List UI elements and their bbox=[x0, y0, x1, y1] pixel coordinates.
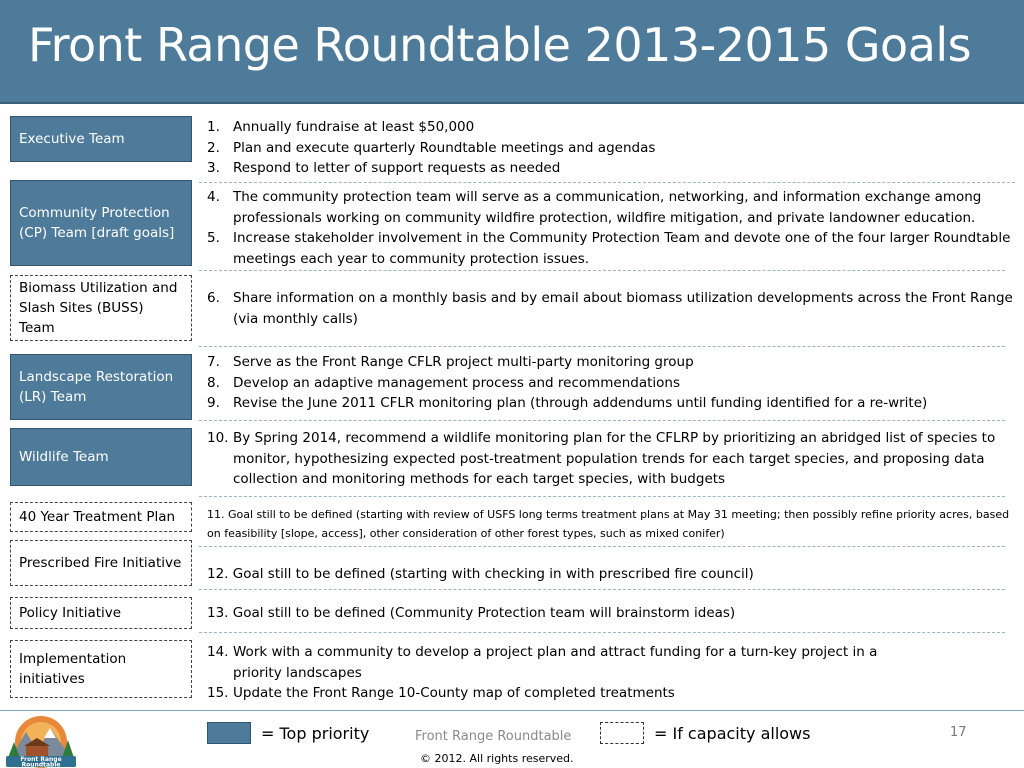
goal-text: Respond to letter of support requests as needed bbox=[233, 160, 561, 176]
separator bbox=[199, 632, 1005, 633]
logo-text-1: Front Range bbox=[20, 756, 62, 763]
goal-item bbox=[201, 428, 1013, 490]
goal-text: Develop an adaptive management process and recommendations bbox=[233, 374, 681, 391]
goal-text: Plan and execute quarterly Roundtable meetings and agendas bbox=[233, 139, 656, 156]
page-number: 17 bbox=[950, 725, 967, 740]
team-community-protection bbox=[10, 180, 192, 266]
team-label: Implementation initiatives bbox=[19, 651, 127, 687]
goals-landscape-restoration bbox=[201, 352, 1013, 414]
copyright: © 2012. All rights reserved. bbox=[420, 752, 574, 765]
goal-item bbox=[201, 138, 1013, 159]
team-label: Landscape Restoration (LR) Team bbox=[19, 369, 174, 405]
goal-item bbox=[201, 683, 1013, 704]
goal-text: Revise the June 2011 CFLR monitoring plan (through addendums until funding identified for a re-write) bbox=[233, 395, 928, 411]
goal-number: 1. bbox=[207, 119, 220, 135]
team-buss bbox=[10, 275, 192, 341]
goal-number: 2. bbox=[207, 139, 220, 156]
page-title: Front Range Roundtable 2013-2015 Goals bbox=[28, 18, 972, 72]
goals-executive bbox=[201, 117, 1013, 179]
team-landscape-restoration bbox=[10, 354, 192, 420]
goal-text: 11. Goal still to be defined (starting with review of USFS long terms treatment plans at May 31 meeting; then possibly refine priority acres, based on feasibility [slope, access], other consideration of other forest types, such as mixed conifer) bbox=[207, 508, 1010, 540]
goal-text: Update the Front Range 10-County map of completed treatments bbox=[233, 685, 675, 701]
goals-wildlife bbox=[201, 428, 1013, 490]
separator bbox=[199, 270, 1005, 271]
separator bbox=[199, 496, 1005, 497]
goal-number: 7. bbox=[207, 354, 220, 370]
goals-implementation bbox=[201, 642, 1013, 704]
footer-org-name: Front Range Roundtable bbox=[415, 729, 572, 744]
goal-text: Serve as the Front Range CFLR project multi-party monitoring group bbox=[233, 354, 694, 370]
goal-number: 10. bbox=[207, 430, 229, 446]
goal-text: By Spring 2014, recommend a wildlife monitoring plan for the CFLRP by prioritizing an abridged list of species to monitor, hypothesizing expected post-treatment population trends for each target species, and proposing data collection and monitoring methods for each target species, with budgets bbox=[233, 430, 996, 487]
goal-item bbox=[201, 117, 1013, 138]
goal-number: 9. bbox=[207, 395, 220, 411]
goal-text: The community protection team will serve as a communication, networking, and information exchange among professionals working on community wildfire protection, wildfire mitigation, and private landowner education. bbox=[233, 189, 982, 226]
goal-number: 6. bbox=[207, 290, 220, 306]
team-executive bbox=[10, 116, 192, 162]
separator bbox=[199, 589, 1005, 590]
goals-community-protection bbox=[201, 187, 1013, 269]
goal-item bbox=[201, 187, 1013, 228]
team-label: 40 Year Treatment Plan bbox=[19, 509, 176, 525]
goal-number: 14. bbox=[207, 644, 229, 660]
legend-top-priority-swatch bbox=[207, 722, 251, 744]
roundtable-logo bbox=[4, 712, 78, 768]
separator bbox=[199, 182, 1015, 183]
goal-item bbox=[201, 288, 1013, 329]
goals-buss bbox=[201, 288, 1013, 329]
goal-item bbox=[201, 373, 1013, 394]
goals-policy bbox=[201, 603, 1019, 624]
goal-number: 4. bbox=[207, 189, 220, 205]
team-label: Policy Initiative bbox=[19, 605, 122, 621]
legend-capacity-label: = If capacity allows bbox=[654, 724, 811, 743]
goal-text: Increase stakeholder involvement in the Community Protection Team and devote one of the four larger Roundtable meetings each year to community protection issues. bbox=[233, 230, 1011, 267]
goal-number: 3. bbox=[207, 160, 220, 176]
footer-divider bbox=[0, 710, 1024, 711]
team-label: Community Protection (CP) Team [draft goals] bbox=[19, 205, 175, 241]
goal-text: Share information on a monthly basis and by email about biomass utilization developments across the Front Range (via monthly calls) bbox=[233, 290, 1013, 327]
goal-item bbox=[201, 352, 1013, 373]
goal-text: 13. Goal still to be defined (Community Protection team will brainstorm ideas) bbox=[207, 605, 736, 621]
legend-capacity-swatch bbox=[600, 722, 644, 744]
team-label: Biomass Utilization and Slash Sites (BUSS) Team bbox=[19, 280, 178, 336]
goal-item bbox=[201, 393, 1013, 414]
team-policy bbox=[10, 597, 192, 629]
legend-top-priority-label: = Top priority bbox=[261, 724, 370, 743]
goal-number: 5. bbox=[207, 230, 220, 246]
team-implementation bbox=[10, 640, 192, 698]
separator bbox=[199, 346, 1005, 347]
title-bar bbox=[0, 0, 1024, 104]
logo-text-2: Roundtable bbox=[21, 761, 61, 768]
team-prescribed-fire bbox=[10, 540, 192, 586]
team-label: Wildlife Team bbox=[19, 449, 109, 465]
team-label: Executive Team bbox=[19, 131, 125, 147]
goal-item bbox=[201, 158, 1013, 179]
team-wildlife bbox=[10, 428, 192, 486]
separator bbox=[199, 546, 1005, 547]
goal-text: Work with a community to develop a project plan and attract funding for a turn-key project in a priority landscapes bbox=[233, 644, 878, 681]
team-label: Prescribed Fire Initiative bbox=[19, 555, 182, 571]
separator bbox=[199, 420, 1005, 421]
goal-text: 12. Goal still to be defined (starting with checking in with prescribed fire council) bbox=[207, 566, 754, 582]
goal-number: 15. bbox=[207, 685, 229, 701]
goal-item bbox=[201, 228, 1013, 269]
goal-number: 8. bbox=[207, 374, 220, 391]
goals-40-year-plan bbox=[201, 505, 1019, 543]
team-40-year-plan bbox=[10, 502, 192, 532]
goal-text: Annually fundraise at least $50,000 bbox=[233, 119, 475, 135]
goals-prescribed-fire bbox=[201, 564, 1019, 585]
goal-item bbox=[201, 642, 1013, 683]
